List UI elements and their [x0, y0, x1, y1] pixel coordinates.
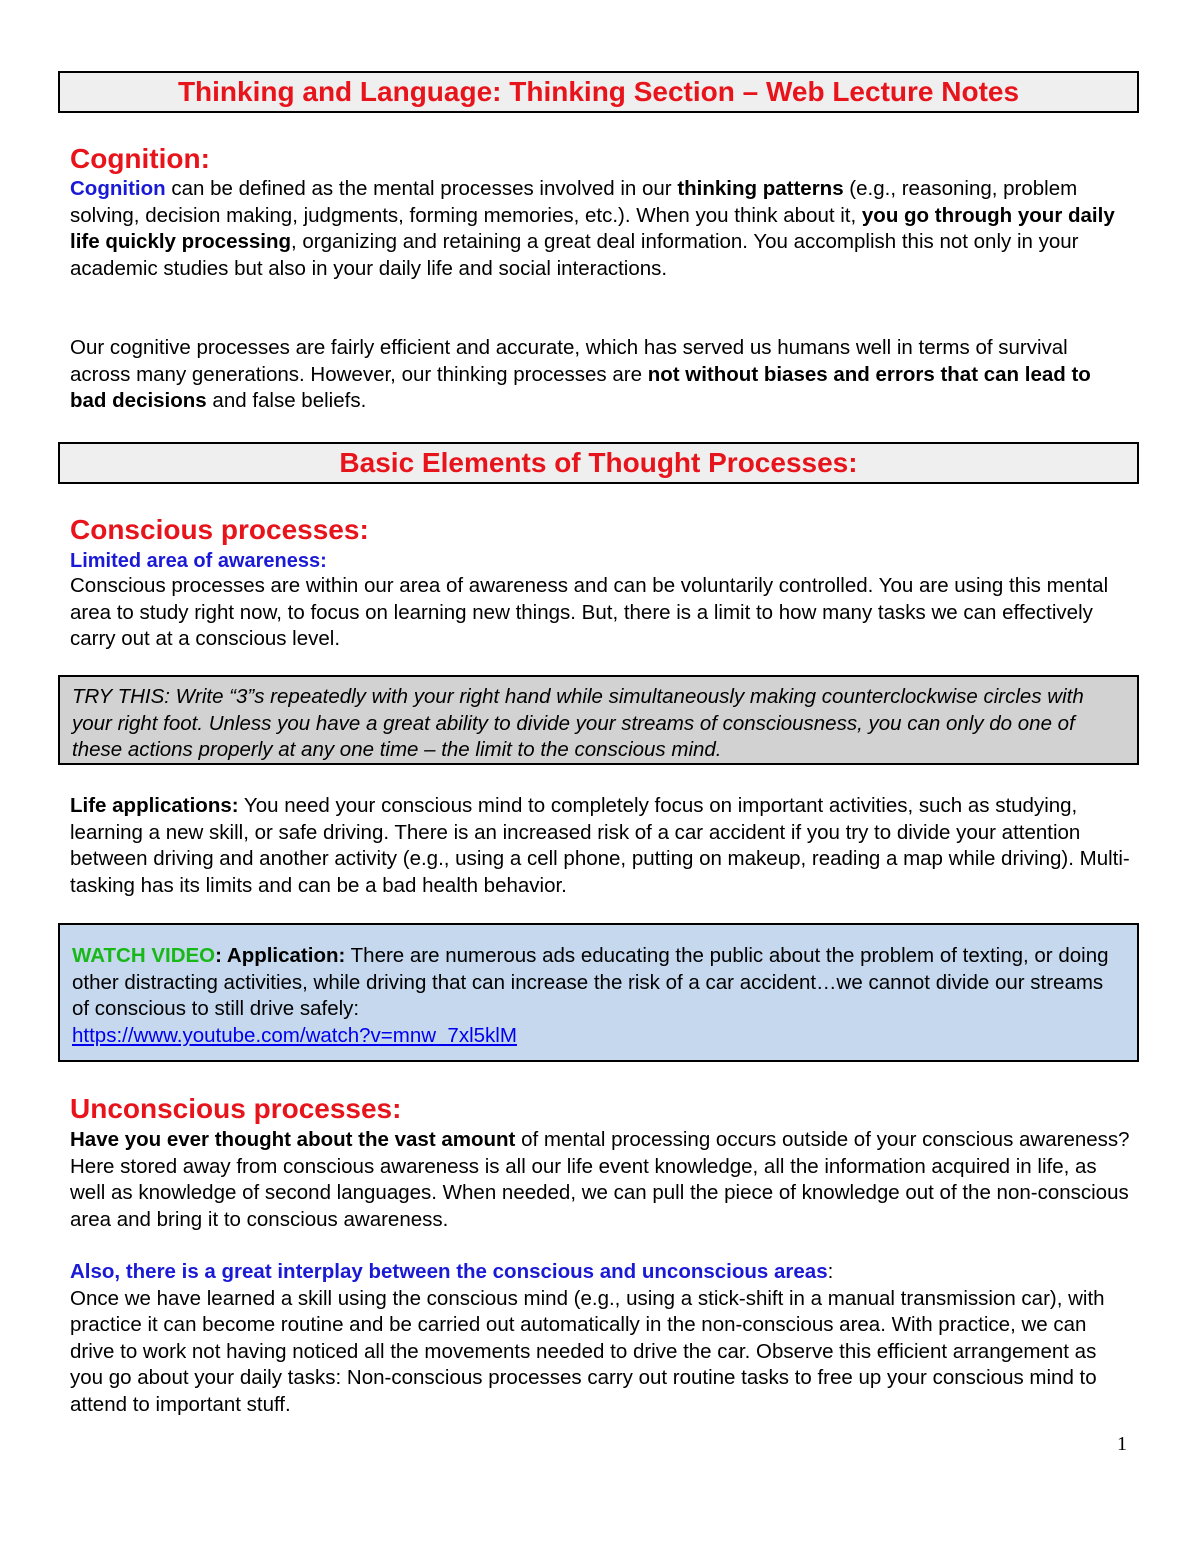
try-this-box [58, 675, 1139, 765]
application-label: Application: [226, 944, 346, 967]
life-applications-label: Life applications: [70, 794, 239, 817]
watch-video-text: WATCH VIDEO: Application: There are numerous ads educating the public about the problem of texting, or doing other distracting activities, while driving that can increase the risk of a car accident…we cannot divide our streams of conscious to still drive safely: https://www.youtube.com/watch?v=mnw_7xl5klM [72, 944, 1109, 1047]
conscious-heading: Conscious processes: [70, 514, 369, 545]
cognition-paragraph-2: Our cognitive processes are fairly efficient and accurate, which has served us humans well in terms of survival across many generations. However, our thinking processes are not without biases and errors that can lead to bad decisions and false beliefs. [70, 336, 1091, 412]
youtube-video-link[interactable]: https://www.youtube.com/watch?v=mnw_7xl5klM [72, 1023, 517, 1047]
unconscious-heading: Unconscious processes: [70, 1093, 402, 1124]
section-banner: Basic Elements of Thought Processes: [58, 442, 1139, 484]
try-this-text: TRY THIS: Write “3”s repeatedly with your right hand while simultaneously making counterclockwise circles with your right foot. Unless you have a great ability to divide your streams of consciousness, you can only do one of these actions properly at any one time – the limit to the conscious mind. [72, 685, 1084, 761]
cognition-heading: Cognition: [70, 143, 210, 174]
life-applications: Life applications: You need your conscious mind to completely focus on important activities, such as studying, learning a new skill, or safe driving. There is an increased risk of a car accident if you try to divide your attention between driving and another activity (e.g., using a cell phone, putting on makeup, reading a map while driving). Multi-tasking has its limits and can be a bad health behavior. [70, 794, 1130, 897]
watch-video-box [58, 923, 1139, 1062]
conscious-subheading: Limited area of awareness: [70, 550, 327, 572]
watch-video-label: WATCH VIDEO [72, 944, 216, 967]
unconscious-paragraph-1: Have you ever thought about the vast amount of mental processing occurs outside of your conscious awareness? Here stored away from conscious awareness is all our life event knowledge, all the information acquired in life, as well as knowledge of second languages. When needed, we can pull the piece of knowledge out of the non-conscious area and bring it to conscious awareness. [70, 1128, 1130, 1231]
try-this-label: TRY THIS: [72, 685, 170, 708]
unconscious-paragraph-2: Also, there is a great interplay between the conscious and unconscious areas: Once we have learned a skill using the conscious mind (e.g., using a stick-shift in a manual transmission car), with practice it can become routine and be carried out automatically in the non-conscious area. With practice, we can drive to work not having noticed all the movements needed to drive the car. Observe this efficient arrangement as you go about your daily tasks: Non-conscious processes carry out routine tasks to free up your conscious mind to attend to important stuff. [70, 1260, 1105, 1416]
cognition-term: Cognition [70, 177, 166, 200]
document-title: Thinking and Language: Thinking Section – Web Lecture Notes [58, 71, 1139, 113]
conscious-body: Conscious processes are within our area of awareness and can be voluntarily controlled. You are using this mental area to study right now, to focus on learning new things. But, there is a limit to how many tasks we can effectively carry out at a conscious level. [70, 574, 1109, 650]
cognition-paragraph-1: Cognition can be defined as the mental processes involved in our thinking patterns (e.g., reasoning, problem solving, decision making, judgments, forming memories, etc.). When you think about it, you go through your daily life quickly processing, organizing and retaining a great deal information. You accomplish this not only in your academic studies but also in your daily life and social interactions. [70, 177, 1115, 280]
page-number: 1 [1117, 1433, 1127, 1455]
interplay-lead: Also, there is a great interplay between the conscious and unconscious areas [70, 1260, 828, 1283]
